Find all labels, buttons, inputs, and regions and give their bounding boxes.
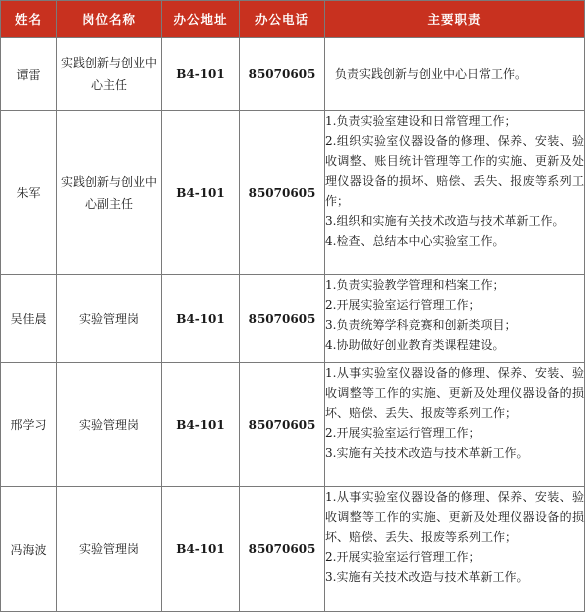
office-cell: B4-101 xyxy=(162,363,240,487)
name-cell: 邢学习 xyxy=(1,363,57,487)
office-cell: B4-101 xyxy=(162,487,240,612)
duties-cell xyxy=(325,38,585,111)
table-row xyxy=(1,487,585,612)
duty-item: 1.从事实验室仪器设备的修理、保养、安装、验收调整等工作的实施、更新及处理仪器设备的损坏、赔偿、丢失、报废等系列工作； xyxy=(325,490,584,544)
table-row xyxy=(1,363,585,487)
duty-item: 负责实践创新与创业中心日常工作。 xyxy=(335,67,528,81)
duties-cell xyxy=(325,363,585,487)
name-cell: 冯海波 xyxy=(1,487,57,612)
duties-cell xyxy=(325,111,585,275)
table-row xyxy=(1,38,585,111)
header-position: 岗位名称 xyxy=(57,1,162,38)
name-cell: 谭雷 xyxy=(1,38,57,111)
header-phone: 办公电话 xyxy=(240,1,325,38)
name-cell: 朱军 xyxy=(1,111,57,275)
duty-item: 4.检查、总结本中心实验室工作。 xyxy=(325,234,505,248)
header-office: 办公地址 xyxy=(162,1,240,38)
office-cell: B4-101 xyxy=(162,111,240,275)
duty-item: 4.协助做好创业教育类课程建设。 xyxy=(325,338,505,352)
header-duties: 主要职责 xyxy=(325,1,585,38)
duty-item: 3.实施有关技术改造与技术革新工作。 xyxy=(325,446,529,460)
position-cell: 实践创新与创业中心主任 xyxy=(57,38,162,111)
duty-item: 1.负责实验室建设和日常管理工作； xyxy=(325,114,517,128)
position-cell: 实践创新与创业中心副主任 xyxy=(57,111,162,275)
table-row xyxy=(1,111,585,275)
name-cell: 吴佳晨 xyxy=(1,275,57,363)
header-name: 姓名 xyxy=(1,1,57,38)
duty-item: 2.开展实验室运行管理工作； xyxy=(325,298,481,312)
duty-item: 2.开展实验室运行管理工作； xyxy=(325,426,481,440)
header-row xyxy=(1,1,585,38)
phone-cell: 85070605 xyxy=(240,38,325,111)
table-row xyxy=(1,275,585,363)
position-cell: 实验管理岗 xyxy=(57,487,162,612)
phone-cell: 85070605 xyxy=(240,111,325,275)
duties-cell xyxy=(325,275,585,363)
phone-cell: 85070605 xyxy=(240,363,325,487)
position-cell: 实验管理岗 xyxy=(57,363,162,487)
table-header xyxy=(1,1,585,38)
phone-cell: 85070605 xyxy=(240,487,325,612)
position-cell: 实验管理岗 xyxy=(57,275,162,363)
duty-item: 1.从事实验室仪器设备的修理、保养、安装、验收调整等工作的实施、更新及处理仪器设备的损坏、赔偿、丢失、报废等系列工作； xyxy=(325,366,584,420)
office-cell: B4-101 xyxy=(162,38,240,111)
duty-item: 2.开展实验室运行管理工作； xyxy=(325,550,481,564)
office-cell: B4-101 xyxy=(162,275,240,363)
duties-cell xyxy=(325,487,585,612)
duty-item: 3.负责统筹学科竞赛和创新类项目； xyxy=(325,318,517,332)
duty-item: 1.负责实验教学管理和档案工作； xyxy=(325,278,505,292)
duty-item: 3.实施有关技术改造与技术革新工作。 xyxy=(325,570,529,584)
duty-item: 2.组织实验室仪器设备的修理、保养、安装、验收调整、账目统计管理等工作的实施、更新及处理仪器设备的损坏、赔偿、丢失、报废等系列工作； xyxy=(325,134,584,208)
duty-item: 3.组织和实施有关技术改造与技术革新工作。 xyxy=(325,214,565,228)
phone-cell: 85070605 xyxy=(240,275,325,363)
